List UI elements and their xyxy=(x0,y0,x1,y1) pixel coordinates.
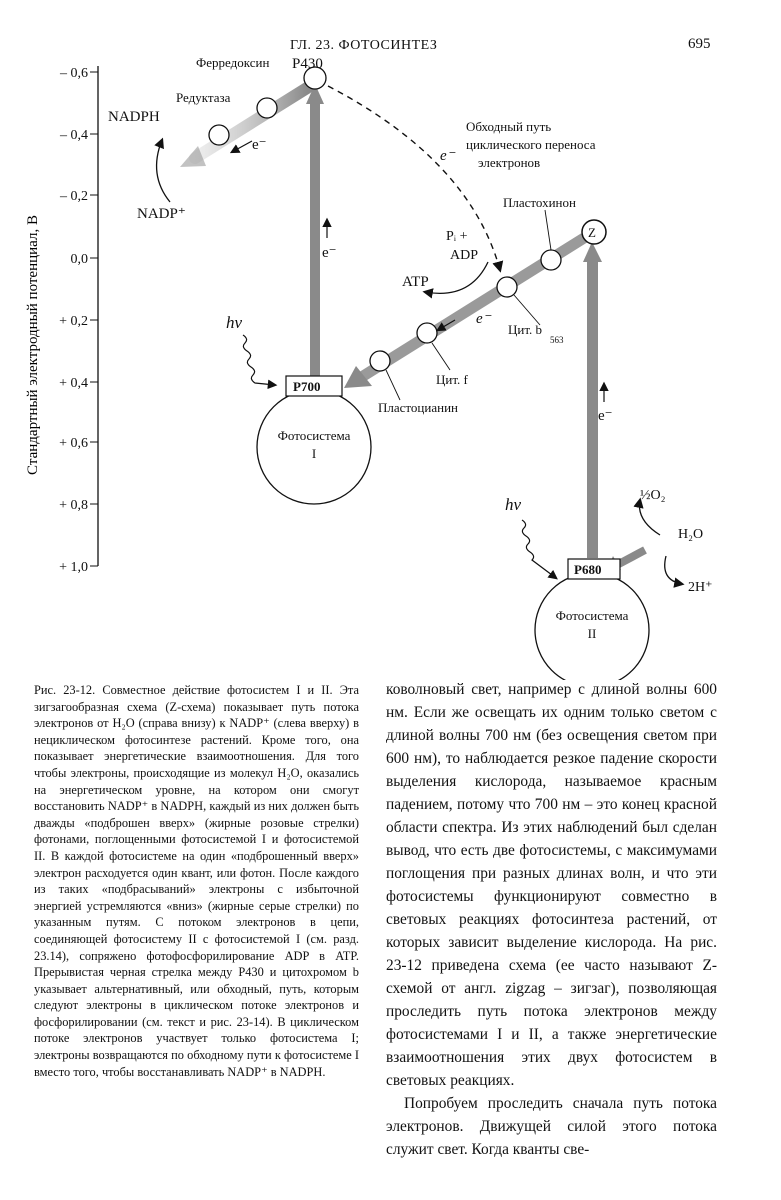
plastoquinone-carrier xyxy=(541,250,561,270)
cyclic-path-label: электронов xyxy=(478,155,541,170)
p430-label: P430 xyxy=(292,56,323,72)
electron-label: e⁻ xyxy=(440,148,455,164)
cyclic-dashed-arrow xyxy=(328,86,500,270)
pi-adp-label: Pᵢ + xyxy=(446,229,468,244)
ferredoxin-carrier xyxy=(257,98,277,118)
body-paragraph: Попробуем проследить сначала путь потока электронов. Движущей силой этого потока служит свет. Когда кванты све- xyxy=(386,1095,717,1158)
photosystem-i-label: Фотосистема xyxy=(277,428,351,443)
z-label: Z xyxy=(588,225,596,240)
y-tick-label: 0,0 xyxy=(70,252,88,267)
cytochrome-b-subscript: 563 xyxy=(550,335,564,345)
electron-label: e⁻ xyxy=(322,245,337,261)
y-tick-label: + 0,6 xyxy=(59,436,88,451)
light-hv-label: hν xyxy=(505,495,522,514)
electron-label: e⁻ xyxy=(476,311,491,327)
cyclic-path-label: циклического переноса xyxy=(466,137,596,152)
nadp-label: NADP⁺ xyxy=(137,206,186,222)
plastocyanin-carrier xyxy=(370,351,390,371)
cyclic-path-label: Обходный путь xyxy=(466,119,552,134)
photosystem-i-number: I xyxy=(311,446,317,461)
body-text xyxy=(386,678,717,1161)
light-arrow-ps1 xyxy=(243,335,275,385)
figure-caption xyxy=(34,682,359,1080)
electron-label: e⁻ xyxy=(252,137,267,153)
cytochrome-f-label: Цит. f xyxy=(436,372,468,387)
caption-text: Рис. 23-12. Совместное действие фотосистем I и II. Эта зигзагообразная схема (Z-схема) показывает путь потока электронов от H₂O (справа внизу) к NADP⁺ (слева вверху) в нециклическом фотосинтезе растений. Кроме того, она показывает энергетические взаимоотношения. Для того чтобы электроны, происходящие из молекул H₂O, оказались на энергетическом уровне, на котором они смогут восстановить NADP⁺ в NADPH, каждый из них должен быть дважды «подброшен вверх» (жирные розовые стрелки) фотонами, поглощенными фотосистемой I и фотосистемой II. В каждой фотосистеме на один «подброшенный вверх» электрон расходуется один квант, или фотон. После каждого из таких «подбрасываний» электроны с избыточной энергией устремляются «вниз» (жирные серые стрелки) по указанным путям. С потоком электронов в цепи, соединяющей фотосистему II с фотосистемой I (см. разд. 23.14), сопряжено фотофосфорилирование ADP в ATP. Прерывистая черная стрелка между P430 и цитохромом b указывает альтернативный, или обходный, путь, которым следуют электроны в циклическом потоке электронов и фосфорилировании (см. текст и рис. 23-14). В циклическом потоке электронов участвует только фотосистема I; электроны возвращаются по обходному пути к фотосистеме I вместо того, чтобы восстанавливать NADP⁺ в NADPH. xyxy=(34,683,359,1079)
y-tick-label: – 0,2 xyxy=(60,189,88,204)
y-tick-label: + 0,8 xyxy=(59,498,88,513)
electron-label: e⁻ xyxy=(598,408,613,424)
proton-label: 2H⁺ xyxy=(688,580,713,595)
proton-release-arrow xyxy=(665,556,682,584)
page-number: 695 xyxy=(688,36,711,52)
nadp-to-nadph-arrow xyxy=(157,140,170,202)
y-axis-label: Стандартный электродный потенциал, В xyxy=(25,215,41,475)
y-tick-label: + 1,0 xyxy=(59,560,88,575)
pi-adp-label: ADP xyxy=(450,248,479,263)
running-header: ГЛ. 23. ФОТОСИНТЕЗ xyxy=(290,38,438,53)
reductase-carrier xyxy=(209,125,229,145)
cytochrome-f-carrier xyxy=(417,323,437,343)
photosystem-ii-label: Фотосистема xyxy=(555,608,629,623)
oxygen-label: ½O₂ xyxy=(640,488,666,503)
water-label: H₂O xyxy=(678,527,704,542)
photosystem-ii-excitation-arrow xyxy=(587,256,598,558)
atp-label: ATP xyxy=(402,274,429,290)
photosystem-i-excitation-arrow xyxy=(310,100,320,376)
cytochrome-b-carrier xyxy=(497,277,517,297)
p680-label: P680 xyxy=(574,562,602,577)
plastocyanin-label: Пластоцианин xyxy=(378,400,458,415)
atp-formation-arrow xyxy=(425,262,488,293)
cytochrome-b-label: Цит. b xyxy=(508,322,543,337)
reductase-label: Редуктаза xyxy=(176,90,231,105)
ferredoxin-label: Ферредоксин xyxy=(196,55,270,70)
y-tick-label: + 0,4 xyxy=(59,376,88,391)
body-paragraph: коволновый свет, например с длиной волны 600 нм. Если же освещать их одним только светом с длиной волны 700 нм (без освещения светом при 600 нм), то наблюдается резкое падение скорости выделения кислорода, называемое красным падением, потому что 700 нм – это конец красной области спектра. Из этих наблюдений был сделан вывод, что есть две фотосистемы, с максимумами поглощения при разных длинах волн, и что эти фотосистемы функционируют совместно в световых реакциях фотосинтеза растений, от которых зависит выделение кислорода. На рис. 23-12 приведена схема (ее часто называют Z-схемой от англ. zigzag – зигзаг), позволяющая проследить путь потока электронов между фотосистемами I и II, а также энергетические взаимоотношения этих двух фотосистем в световых реакциях. xyxy=(386,681,717,1089)
photosystem-ii-number: II xyxy=(587,626,597,641)
y-tick-label: + 0,2 xyxy=(59,314,88,329)
oxygen-release-arrow xyxy=(639,500,660,535)
y-tick-label: – 0,4 xyxy=(60,128,88,143)
nadph-label: NADPH xyxy=(108,109,160,125)
light-arrow-ps2 xyxy=(522,520,556,578)
plastoquinone-label: Пластохинон xyxy=(503,195,576,210)
light-hv-label: hν xyxy=(226,313,243,332)
y-tick-label: – 0,6 xyxy=(60,66,88,81)
p700-label: P700 xyxy=(293,379,321,394)
